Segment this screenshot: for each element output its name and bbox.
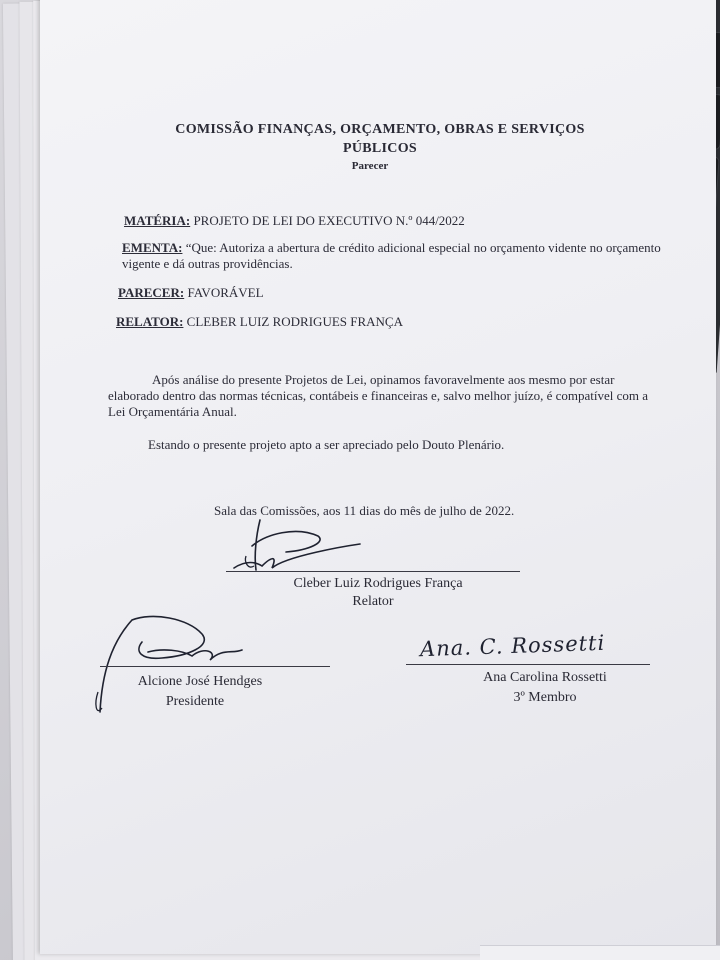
paper-edge: [480, 945, 720, 960]
presidente-role: Presidente: [165, 694, 225, 709]
membro-signature-line: [406, 664, 650, 665]
title-line-1: COMISSÃO FINANÇAS, ORÇAMENTO, OBRAS E SERVIÇOS: [175, 122, 585, 137]
title-line-2: PÚBLICOS: [343, 141, 417, 156]
field-relator: [116, 314, 656, 330]
relator-signature: [226, 516, 366, 576]
parecer-value: FAVORÁVEL: [184, 285, 264, 300]
membro-name: Ana Carolina Rossetti: [483, 670, 607, 685]
field-ementa: [122, 240, 662, 272]
field-materia: [124, 213, 664, 229]
document-title: [100, 120, 660, 158]
relator-role: Relator: [352, 594, 394, 609]
membro-handwritten-signature: Ana. C. Rossetti: [419, 630, 606, 662]
relator-label: RELATOR:: [116, 314, 184, 329]
ementa-label: EMENTA:: [122, 240, 183, 255]
relator-signature-line: [226, 571, 520, 572]
membro-role: 3º Membro: [513, 690, 577, 705]
presidente-signature-line: [100, 666, 330, 667]
place-date: Sala das Comissões, aos 11 dias do mês de julho de 2022.: [214, 503, 515, 518]
materia-label: MATÉRIA:: [124, 213, 191, 228]
relator-value: CLEBER LUIZ RODRIGUES FRANÇA: [183, 314, 403, 329]
body-paragraph-1: Após análise do presente Projetos de Lei, opinamos favoravelmente aos mesmo por estar elaborado dentro das normas técnicas, contábeis e financeiras e, salvo melhor juízo, é compatível com a Lei Orçamentária Anual.: [108, 372, 649, 419]
ementa-value: “Que: Autoriza a abertura de crédito adicional especial no orçamento vidente no orçamento vigente e dá outras providências.: [122, 240, 661, 271]
relator-name: Cleber Luiz Rodrigues França: [293, 576, 463, 591]
document-subtitle: Parecer: [351, 160, 389, 172]
field-parecer: [118, 285, 658, 301]
presidente-name: Alcione José Hendges: [137, 674, 263, 689]
body-paragraph-2: Estando o presente projeto apto a ser apreciado pelo Douto Plenário.: [148, 437, 505, 452]
document-page: [40, 0, 716, 954]
parecer-label: PARECER:: [118, 285, 185, 300]
materia-value: PROJETO DE LEI DO EXECUTIVO N.º 044/2022: [190, 213, 465, 228]
